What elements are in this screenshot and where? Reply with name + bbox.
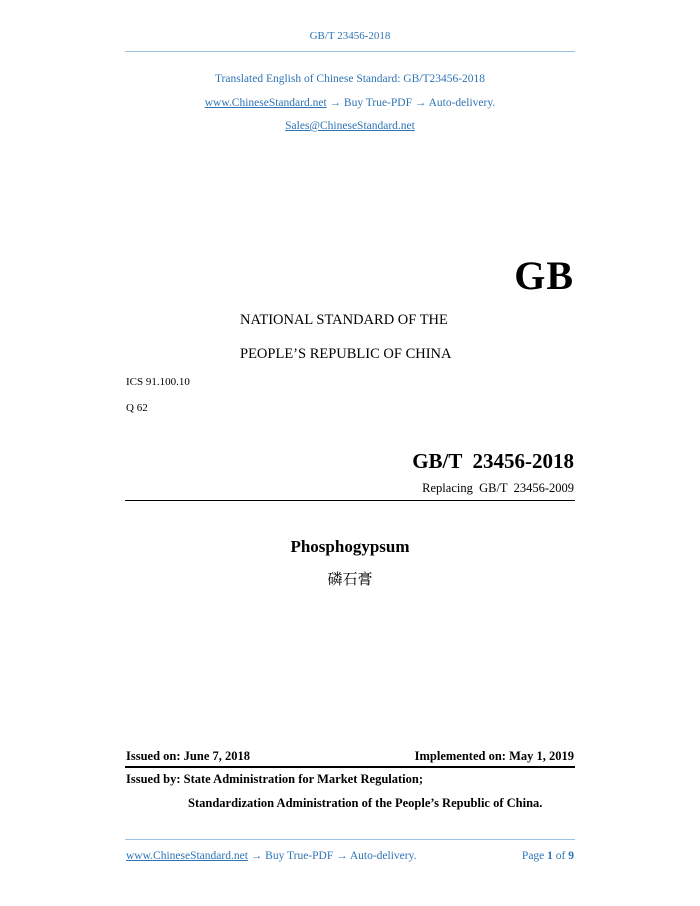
footer-site-link[interactable]: www.ChineseStandard.net xyxy=(126,850,248,862)
notice-line2-rest: → Buy True-PDF → Auto-delivery. xyxy=(326,97,496,109)
national-line2: PEOPLE’S REPUBLIC OF CHINA xyxy=(240,346,452,362)
title-english: Phosphogypsum xyxy=(290,537,410,556)
site-link[interactable]: www.ChineseStandard.net xyxy=(204,97,327,109)
page-indicator xyxy=(522,850,574,862)
page-total: 9 xyxy=(568,850,574,862)
notice-line1: Translated English of Chinese Standard: GB/T23456-2018 xyxy=(214,73,486,85)
page-current: 1 xyxy=(547,850,553,862)
national-line1: NATIONAL STANDARD OF THE xyxy=(240,312,448,328)
issuer-line1: Issued by: State Administration for Market Regulation; xyxy=(126,772,423,786)
issuer-line2: Standardization Administration of the People’s Republic of China. xyxy=(188,796,543,810)
email-link[interactable]: Sales@ChineseStandard.net xyxy=(285,120,415,132)
header-rule xyxy=(125,51,575,52)
dates-rule xyxy=(125,766,575,768)
notice-line3 xyxy=(0,120,700,132)
standard-number: GB/T 23456-2018 xyxy=(412,449,574,473)
ics-code: ICS 91.100.10 xyxy=(126,376,190,388)
notice-line2 xyxy=(0,97,700,109)
ccs-code: Q 62 xyxy=(126,402,148,414)
footer-left xyxy=(126,850,416,862)
implemented-date: Implemented on: May 1, 2019 xyxy=(414,749,574,763)
page-of: of xyxy=(555,850,566,862)
replacing-line: Replacing GB/T 23456-2009 xyxy=(422,481,574,495)
header-code: GB/T 23456-2018 xyxy=(309,30,391,42)
footer-rule xyxy=(125,839,575,840)
title-chinese: 磷石膏 xyxy=(327,570,373,588)
gb-logo: GB xyxy=(514,253,574,298)
page-label: Page xyxy=(521,850,545,862)
title-rule xyxy=(125,500,575,501)
footer-rest: → Buy True-PDF → Auto-delivery. xyxy=(247,850,417,862)
issued-date: Issued on: June 7, 2018 xyxy=(126,749,250,763)
